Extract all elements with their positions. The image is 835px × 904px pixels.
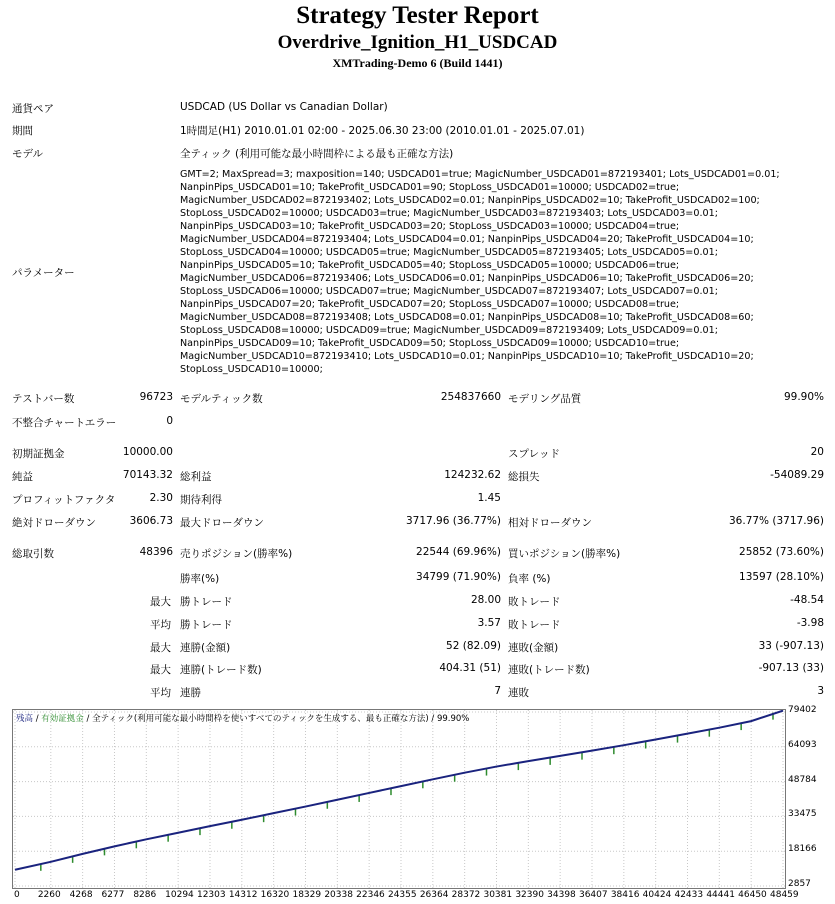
x-tick-label: 10294 xyxy=(165,890,194,900)
pf-label: プロフィットファクタ xyxy=(12,494,116,506)
cons-win-cnt-value: 404.31 (51) xyxy=(439,662,501,674)
max-label-3: 最大 xyxy=(150,664,171,676)
avg-loss-label: 敗トレード xyxy=(508,619,561,631)
max-loss-value: -48.54 xyxy=(790,594,824,606)
params-label: パラメーター xyxy=(12,267,75,279)
mismatch-value: 0 xyxy=(166,415,173,427)
model-value: 全ティック (利用可能な最小時間枠による最も正確な方法) xyxy=(180,148,454,160)
x-tick-label: 24355 xyxy=(387,890,417,900)
x-tick-label: 28372 xyxy=(451,890,481,900)
deposit-value: 10000.00 xyxy=(122,446,173,458)
params-value: GMT=2; MaxSpread=3; maxposition=140; USDCAD01=true; MagicNumber_USDCAD01=872193401; Lots_USDCAD01=0.01; NanpinPips_USDCAD01=10; TakeProfit_USDCAD01=90; StopLoss_USDCAD01=10000; USDCAD02=true; MagicNumber_USDCAD02=872193402; Lots_USDCAD02=0.01; NanpinPips_USDCAD02=10; TakeProfit_USDCAD02=100; StopLoss_USDCAD02=10000; USDCAD03=true; MagicNumber_USDCAD03=872193403; Lots_USDCAD03=0.01; NanpinPips_USDCAD03=10; TakeProfit_USDCAD03=20; StopLoss_USDCAD03=10000; USDCAD04=true; MagicNumber_USDCAD04=872193404; Lots_USDCAD04=0.01; NanpinPips_USDCAD04=20; TakeProfit_USDCAD04=10; StopLoss_USDCAD04=10000; USDCAD05=true; MagicNumber_USDCAD05=872193405; Lots_USDCAD05=0.01; NanpinPips_USDCAD05=10; TakeProfit_USDCAD05=40; StopLoss_USDCAD05=10000; USDCAD06=true; MagicNumber_USDCAD06=872193406; Lots_USDCAD06=0.01; NanpinPips_USDCAD06=10; TakeProfit_USDCAD06=20; StopLoss_USDCAD06=10000; USDCAD07=true; MagicNumber_USDCAD07=872193407; Lots_USDCAD07=0.01; NanpinPips_USDCAD07=20; TakeProfit_USDCAD07=20; StopLoss_USDCAD07=10000; USDCAD08=true; MagicNumber_USDCAD08=872193408; Lots_USDCAD08=0.01; NanpinPips_USDCAD08=10; TakeProfit_USDCAD08=60; StopLoss_USDCAD08=10000; USDCAD09=true; MagicNumber_USDCAD09=872193409; Lots_USDCAD09=0.01; NanpinPips_USDCAD09=10; TakeProfit_USDCAD09=50; StopLoss_USDCAD09=10000; USDCAD10=true; MagicNumber_USDCAD10=872193410; Lots_USDCAD10=0.01; NanpinPips_USDCAD10=10; TakeProfit_USDCAD10=20; StopLoss_USDCAD10=10000; xyxy=(180,169,780,375)
x-tick-label: 32390 xyxy=(515,890,544,900)
quality-value: 99.90% xyxy=(783,391,824,403)
long-value: 25852 (73.60%) xyxy=(739,546,824,558)
cons-win-cnt-label: 連勝(トレード数) xyxy=(180,664,262,676)
x-tick-label: 16320 xyxy=(260,890,290,900)
legend-model: 全ティック(利用可能な最小時間枠を使いすべてのティックを生成する、最も正確な方法) xyxy=(92,714,429,724)
short-label: 売りポジション(勝率%) xyxy=(180,548,293,560)
bars-value: 96723 xyxy=(139,391,173,403)
max-win-value: 28.00 xyxy=(470,594,501,606)
gross-profit-label: 総利益 xyxy=(180,471,212,483)
avg-win-label: 勝トレード xyxy=(180,619,233,631)
rel-dd-value: 36.77% (3717.96) xyxy=(729,515,824,527)
deposit-label: 初期証拠金 xyxy=(12,448,65,460)
x-tick-label: 48459 xyxy=(770,890,799,900)
trades-value: 48396 xyxy=(139,546,173,558)
pair-value: USDCAD (US Dollar vs Canadian Dollar) xyxy=(180,101,388,113)
gross-profit-value: 124232.62 xyxy=(444,469,501,481)
pf-value: 2.30 xyxy=(149,492,173,504)
x-tick-label: 2260 xyxy=(37,890,61,900)
ticks-label: モデルティック数 xyxy=(180,393,263,405)
winrate-label: 勝率(%) xyxy=(180,573,220,585)
spread-label: スプレッド xyxy=(508,448,560,460)
legend-quality: / 99.90% xyxy=(428,714,470,724)
balance-chart-svg xyxy=(13,710,785,888)
y-tick-label: 18166 xyxy=(788,844,817,855)
mismatch-label: 不整合チャートエラー xyxy=(12,417,117,429)
expected-value: 1.45 xyxy=(477,492,501,504)
net-label: 純益 xyxy=(12,471,33,483)
report-title: Strategy Tester Report xyxy=(296,2,539,29)
cons-loss-cnt-label: 連敗(トレード数) xyxy=(508,664,590,676)
x-tick-label: 40424 xyxy=(642,890,672,900)
avg-label-1: 平均 xyxy=(150,619,171,631)
trades-label: 総取引数 xyxy=(12,548,54,560)
short-value: 22544 (69.96%) xyxy=(416,546,501,558)
x-tick-label: 18329 xyxy=(292,890,322,900)
cons-win-amt-label: 連勝(金額) xyxy=(180,642,231,654)
x-tick-label: 44441 xyxy=(706,890,735,900)
winrate-value: 34799 (71.90%) xyxy=(416,571,501,583)
net-value: 70143.32 xyxy=(122,469,173,481)
y-tick-label: 33475 xyxy=(788,809,817,820)
pair-label: 通貨ペア xyxy=(12,103,54,115)
x-tick-label: 22346 xyxy=(356,890,385,900)
avg-cons-loss-value: 3 xyxy=(817,685,824,697)
server-name: XMTrading-Demo 6 (Build 1441) xyxy=(332,56,503,70)
y-tick-label: 64093 xyxy=(788,739,817,750)
x-tick-label: 0 xyxy=(14,890,20,900)
y-tick-label: 48784 xyxy=(788,774,817,785)
long-label: 買いポジション(勝率%) xyxy=(508,548,621,560)
x-tick-label: 4268 xyxy=(69,890,93,900)
max-dd-value: 3717.96 (36.77%) xyxy=(406,515,501,527)
max-dd-label: 最大ドローダウン xyxy=(180,517,264,529)
balance-chart xyxy=(12,709,786,889)
x-tick-label: 46450 xyxy=(738,890,767,900)
x-tick-label: 20338 xyxy=(324,890,353,900)
x-tick-label: 38416 xyxy=(610,890,640,900)
avg-cons-win-value: 7 xyxy=(494,685,501,697)
x-tick-label: 42433 xyxy=(674,890,704,900)
legend-balance: 残高 xyxy=(16,714,34,724)
cons-win-amt-value: 52 (82.09) xyxy=(446,640,501,652)
max-win-label: 勝トレード xyxy=(180,596,233,608)
period-label: 期間 xyxy=(12,125,33,137)
model-label: モデル xyxy=(12,148,43,160)
max-label-2: 最大 xyxy=(150,642,171,654)
period-value: 1時間足(H1) 2010.01.01 02:00 - 2025.06.30 23:00 (2010.01.01 - 2025.07.01) xyxy=(180,125,585,137)
legend-separator-1: / xyxy=(33,714,42,724)
gross-loss-label: 総損失 xyxy=(508,471,540,483)
gross-loss-value: -54089.29 xyxy=(770,469,824,481)
x-tick-label: 14312 xyxy=(228,890,258,900)
ticks-value: 254837660 xyxy=(440,391,501,403)
x-tick-label: 12303 xyxy=(196,890,226,900)
y-tick-label: 79402 xyxy=(788,705,817,715)
lossrate-label: 負率 (%) xyxy=(508,573,551,585)
max-label-1: 最大 xyxy=(150,596,171,608)
avg-win-value: 3.57 xyxy=(477,617,501,629)
x-tick-label: 8286 xyxy=(133,890,157,900)
abs-dd-label: 絶対ドローダウン xyxy=(12,517,96,529)
avg-loss-value: -3.98 xyxy=(796,617,824,629)
avg-cons-loss-label: 連敗 xyxy=(508,687,529,699)
y-tick-label: 2857 xyxy=(788,879,811,889)
abs-dd-value: 3606.73 xyxy=(129,515,173,527)
bars-label: テストバー数 xyxy=(12,393,75,405)
max-loss-label: 敗トレード xyxy=(508,596,561,608)
ea-name: Overdrive_Ignition_H1_USDCAD xyxy=(277,32,558,53)
quality-label: モデリング品質 xyxy=(508,393,582,405)
balance-line xyxy=(15,711,783,870)
legend-separator-2: / xyxy=(83,714,93,724)
spread-value: 20 xyxy=(810,446,824,458)
lossrate-value: 13597 (28.10%) xyxy=(739,571,824,583)
cons-loss-amt-label: 連敗(金額) xyxy=(508,642,559,654)
expected-label: 期待利得 xyxy=(180,494,222,506)
x-tick-label: 34398 xyxy=(547,890,576,900)
chart-legend xyxy=(16,712,469,724)
x-tick-label: 30381 xyxy=(483,890,513,900)
rel-dd-label: 相対ドローダウン xyxy=(508,517,592,529)
cons-loss-cnt-value: -907.13 (33) xyxy=(758,662,824,674)
legend-equity: 有効証拠金 xyxy=(41,714,84,724)
x-tick-label: 6277 xyxy=(101,890,125,900)
x-tick-label: 26364 xyxy=(419,890,449,900)
cons-loss-amt-value: 33 (-907.13) xyxy=(758,640,824,652)
avg-cons-win-label: 連勝 xyxy=(180,687,201,699)
x-tick-label: 36407 xyxy=(578,890,608,900)
avg-label-2: 平均 xyxy=(150,687,171,699)
